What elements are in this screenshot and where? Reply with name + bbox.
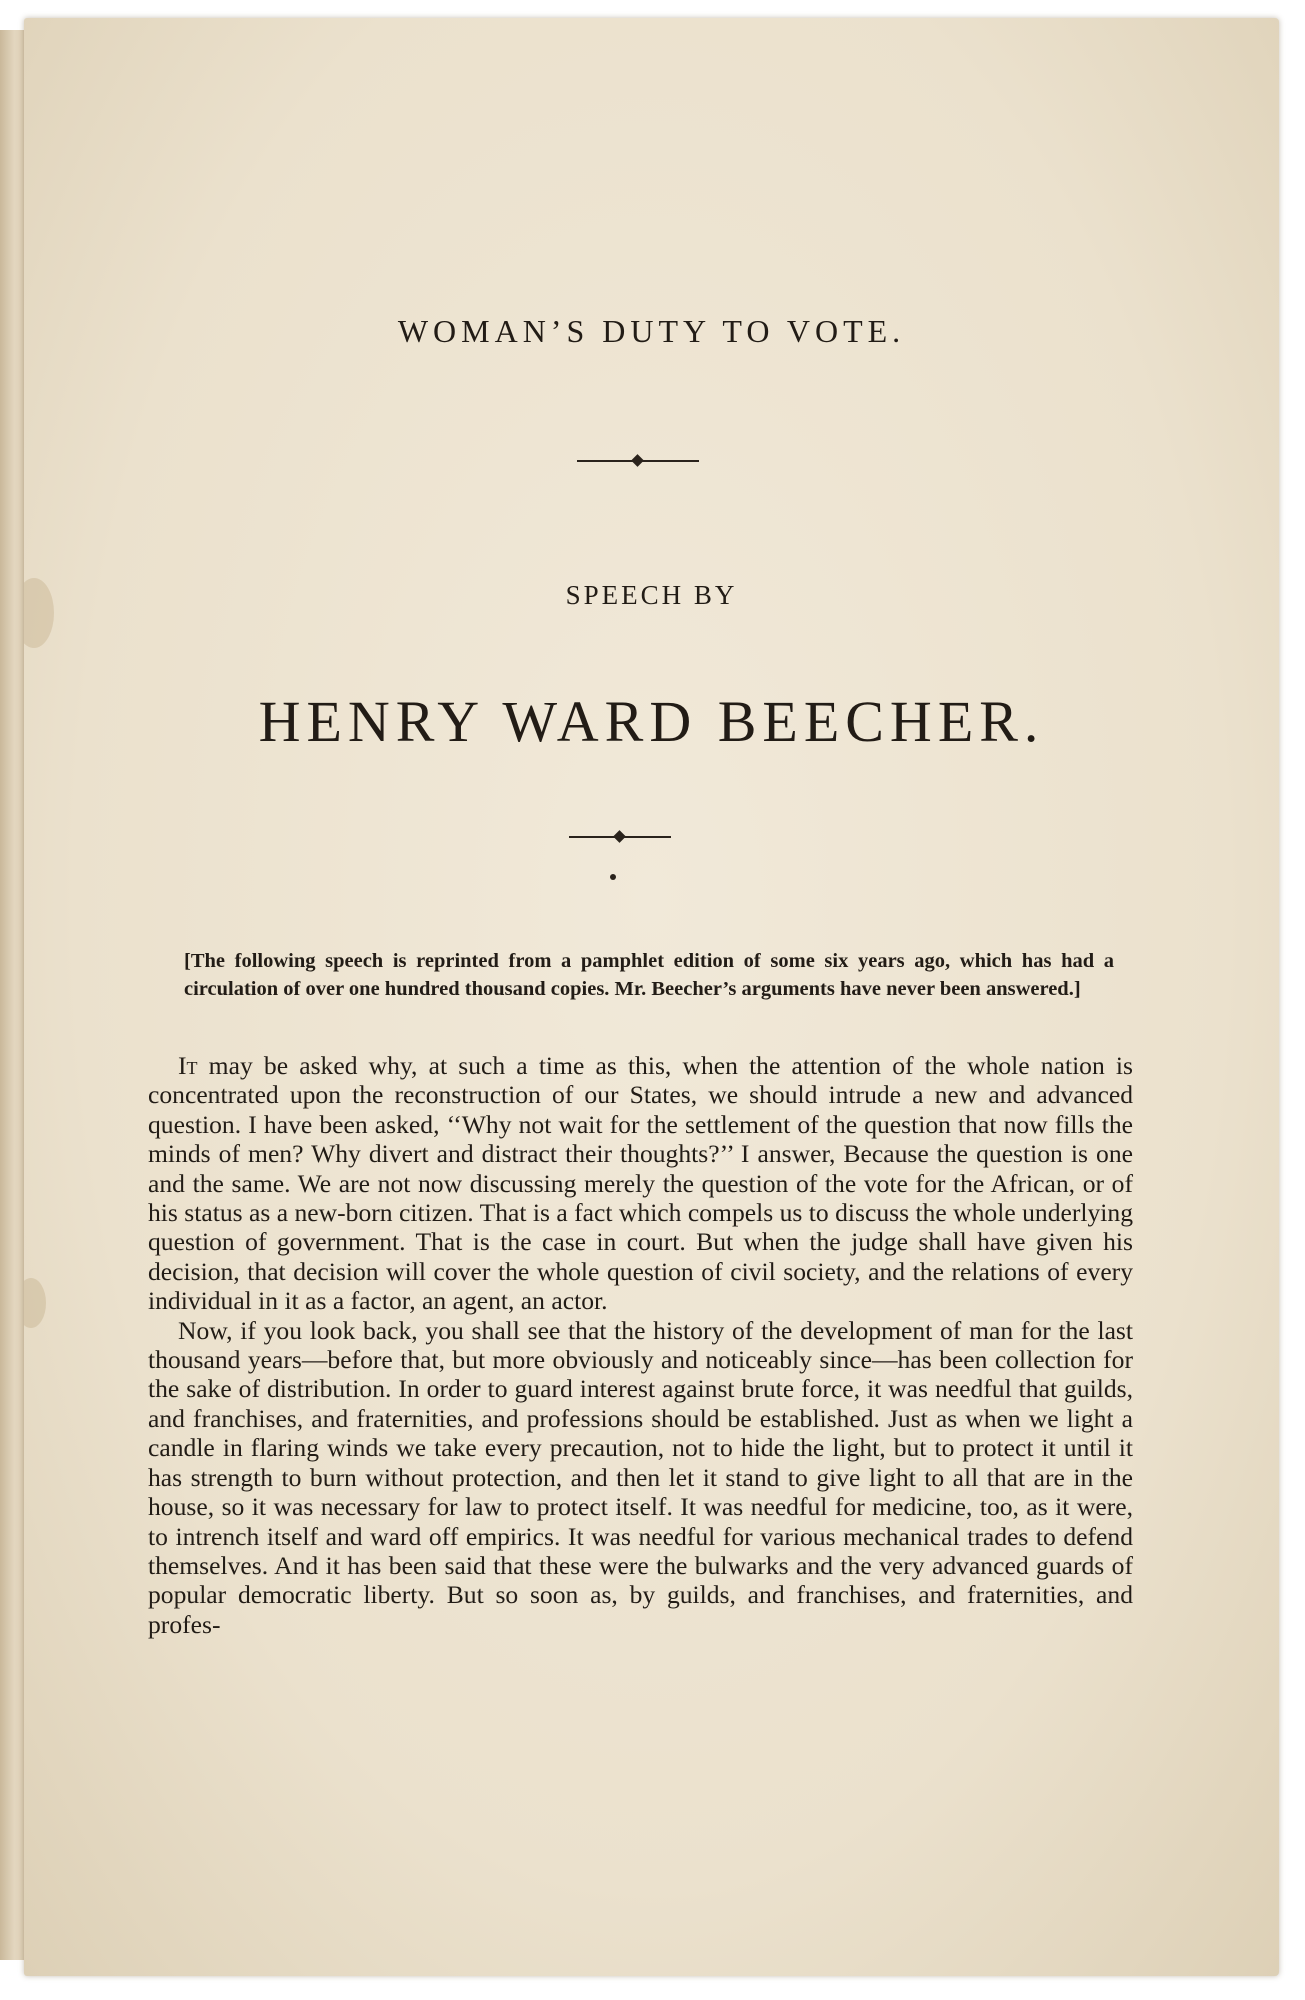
speech-paragraph <box>148 1051 1133 1316</box>
speech-by-label: SPEECH BY <box>565 580 738 610</box>
paragraph-lead: It <box>178 1051 198 1080</box>
speaker-name: HENRY WARD BEECHER. <box>258 689 1045 754</box>
name-divider <box>569 836 671 838</box>
paragraph-text: Now, if you look back, you shall see that the history of the development of man for the last thousand years—before that, but more obviously and noticeably since—has been collection for the sake of distribution. In order to guard interest against brute force, it was needful that guilds, and franchises, and fraternities, and professions should be established. Just as when we light a candle in flaring winds we take every precaution, not to hide the light, but to protect it until it has strength to burn without protection, and then let it stand to give light to all that are in the house, so it was necessary for law to protect itself. It was needful for medicine, too, as it were, to intrench itself and ward off empirics. It was needful for various mechanical trades to defend themselves. And it has been said that these were the bulwarks and the very advanced guards of popular democratic liberty. But so soon as, by guilds, and franchises, and fraternities, and profes- <box>148 1315 1133 1639</box>
pamphlet-page <box>24 18 1279 1976</box>
speech-paragraph <box>148 1316 1133 1639</box>
editorial-note: [The following speech is reprinted from a pamphlet edition of some six years ago, which has had a circulation of over one hundred thousand copies. Mr. Beecher’s arguments have never been answered.] <box>184 950 1114 1000</box>
foxing-stain <box>24 1278 46 1328</box>
ornament-dot <box>610 874 616 880</box>
title-divider <box>577 460 699 462</box>
document-title: WOMAN’S DUTY TO VOTE. <box>397 313 906 349</box>
speech-body <box>148 1051 1133 1639</box>
paragraph-text: may be asked why, at such a time as this, when the attention of the whole nation is concentrated upon the reconstruction of our States, we should intrude a new and advanced question. I have been asked, ‘‘Why not wait for the settlement of the question that now fills the minds of men? Why divert and distract their thoughts?’’ I answer, Because the question is one and the same. We are not now discussing merely the question of the vote for the African, or of his status as a new-born citizen. That is a fact which compels us to discuss the whole underlying question of government. That is the case in court. But when the judge shall have given his decision, that decision will cover the whole question of civil society, and the relations of every individual in it as a factor, an agent, an actor. <box>148 1051 1133 1316</box>
